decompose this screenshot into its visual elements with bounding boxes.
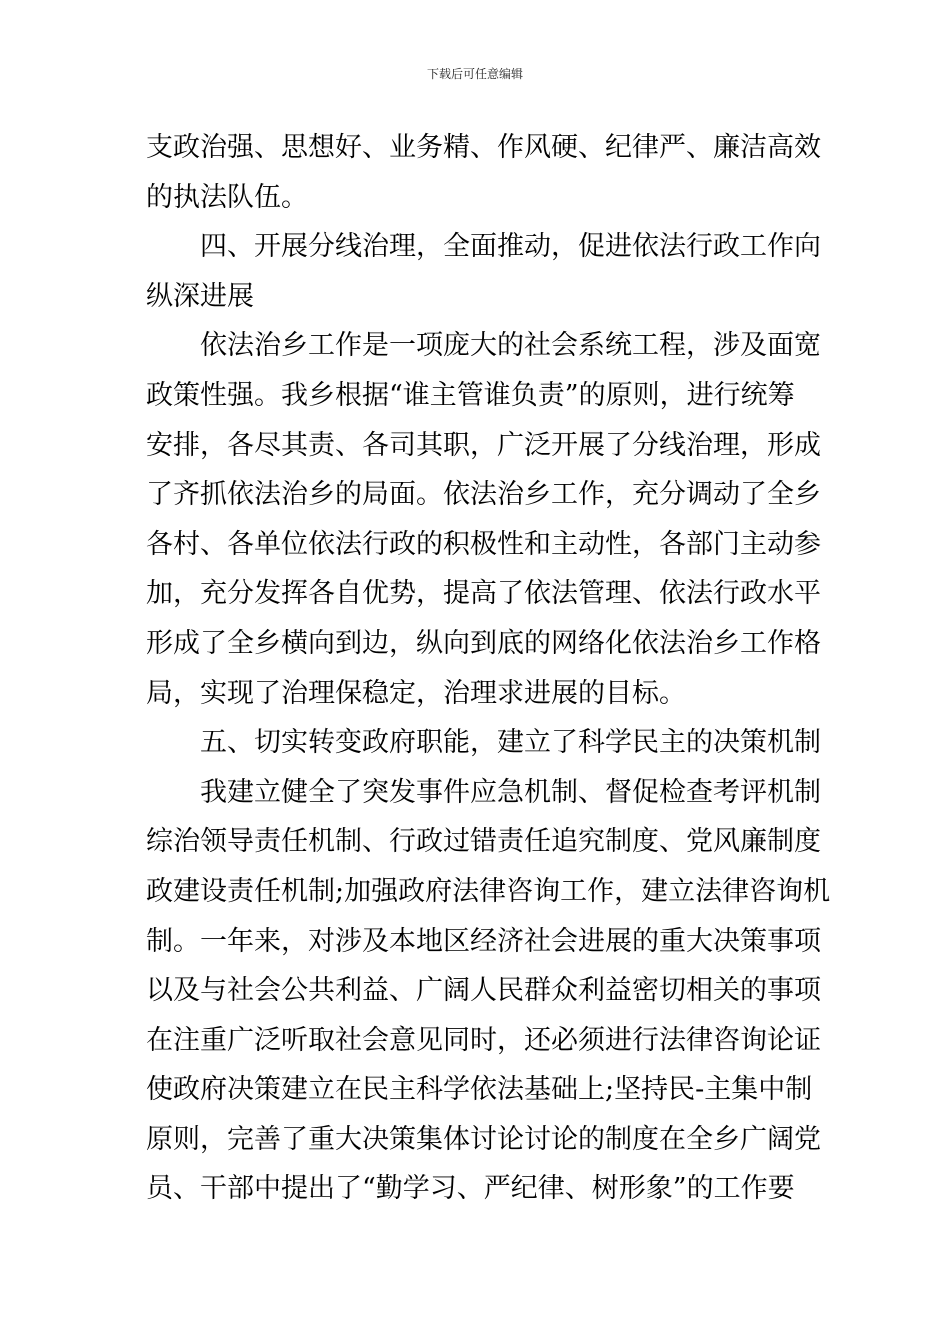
text-line: 了齐抓依法治乡的局面。依法治乡工作，充分调动了全乡 xyxy=(146,479,821,511)
text-line: 以及与社会公共利益、广阔人民群众利益密切相关的事项 xyxy=(146,975,821,1007)
text-line: 使政府决策建立在民主科学依法基础上;坚持民-主集中制 xyxy=(146,1074,813,1106)
paragraph-start: 我建立健全了突发事件应急机制、督促检查考评机制 xyxy=(200,776,821,808)
text-line: 员、干部中提出了“勤学习、严纪律、树形象”的工作要 xyxy=(146,1173,795,1205)
text-line: 各村、各单位依法行政的积极性和主动性，各部门主动参 xyxy=(146,528,821,560)
text-line: 的执法队伍。 xyxy=(146,181,308,213)
text-line: 政建设责任机制;加强政府法律咨询工作，建立法律咨询机 xyxy=(146,875,831,907)
text-line: 加，充分发挥各自优势，提高了依法管理、依法行政水平 xyxy=(146,578,821,610)
paragraph-start: 依法治乡工作是一项庞大的社会系统工程，涉及面宽 xyxy=(200,330,821,362)
text-line: 形成了全乡横向到边，纵向到底的网络化依法治乡工作格 xyxy=(146,627,821,659)
text-line: 在注重广泛听取社会意见同时，还必须进行法律咨询论证 xyxy=(146,1024,821,1056)
text-line: 支政治强、思想好、业务精、作风硬、纪律严、廉洁高效 xyxy=(146,132,821,163)
page-header: 下载后可任意编辑 xyxy=(426,67,523,81)
text-line: 制。一年来，对涉及本地区经济社会进展的重大决策事项 xyxy=(146,925,821,957)
text-line: 局，实现了治理保稳定，治理求进展的目标。 xyxy=(146,677,686,709)
text-line: 综治领导责任机制、行政过错责任追究制度、党风廉制度 xyxy=(146,826,821,858)
text-line: 原则，完善了重大决策集体讨论讨论的制度在全乡广阔党 xyxy=(146,1123,821,1155)
section-heading-continued: 纵深进展 xyxy=(146,280,254,312)
text-line: 安排，各尽其责、各司其职，广泛开展了分线治理，形成 xyxy=(146,429,821,461)
section-heading: 五、切实转变政府职能，建立了科学民主的决策机制 xyxy=(200,727,821,759)
section-heading: 四、开展分线治理，全面推动，促进依法行政工作向 xyxy=(200,231,821,263)
document-body xyxy=(146,123,831,1214)
text-line: 政策性强。我乡根据“谁主管谁负责”的原则，进行统筹 xyxy=(146,379,795,411)
